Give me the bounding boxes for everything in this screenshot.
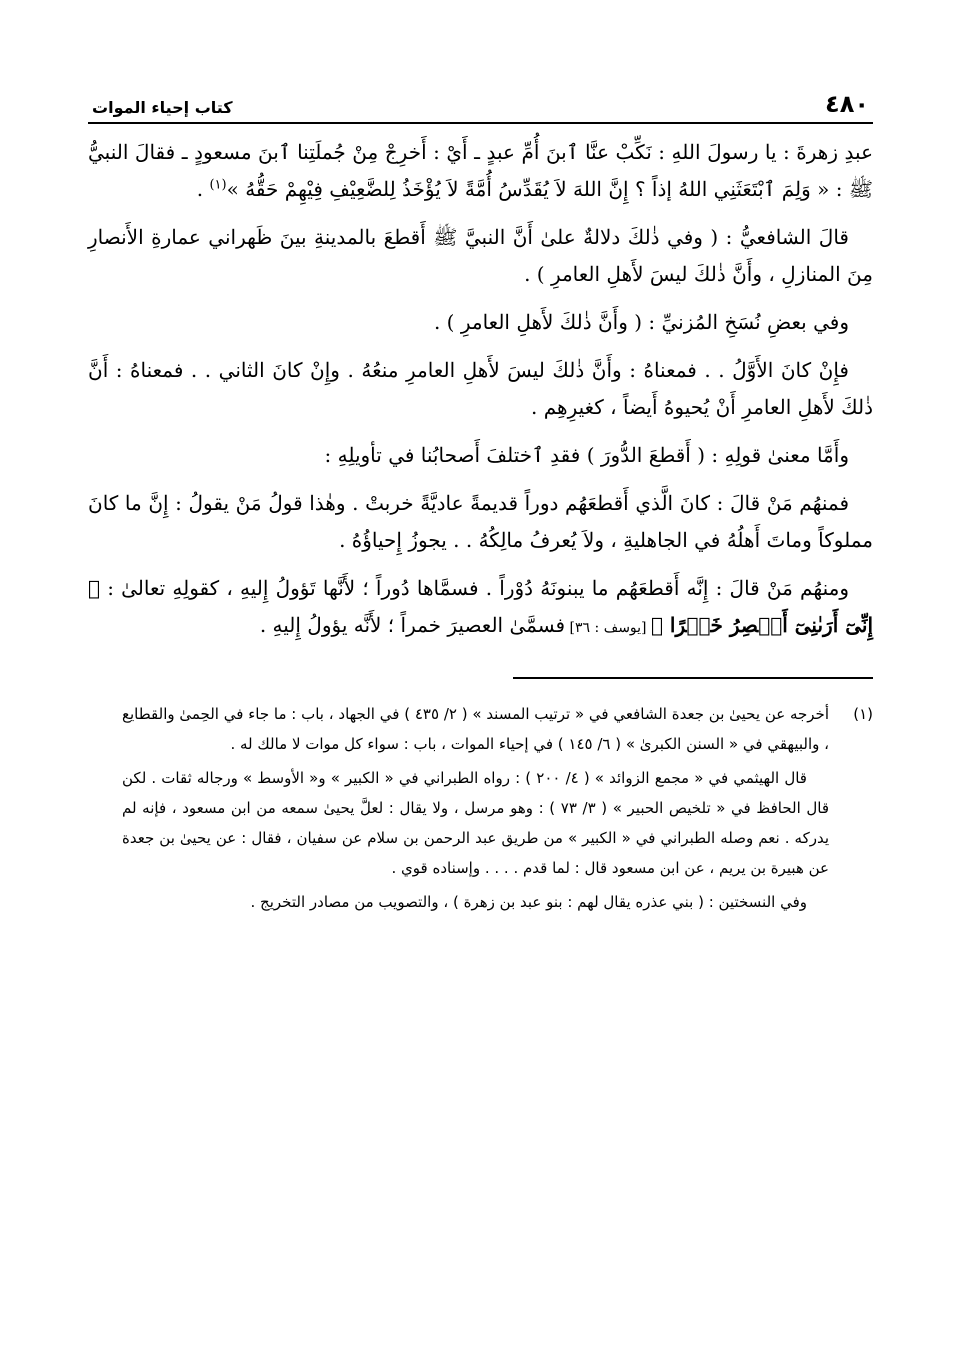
paragraph-7 bbox=[88, 570, 873, 647]
footnote-paragraph-1: أخرجه عن يحيىٰ بن جعدة الشافعي في « ترتيب المسند » ( ٢/ ٤٣٥ ) في الجهاد ، باب : ما جاء في الحِمىٰ والقطايع ، والبيهقي في « السنن الكبرىٰ » ( ٦/ ١٤٥ ) في إحياء الموات ، باب : سواء كل موات لا مالك له . bbox=[122, 705, 829, 753]
footnote-body bbox=[88, 699, 829, 921]
footnote-1 bbox=[88, 699, 873, 921]
footnote-reference: (١) bbox=[209, 177, 227, 193]
paragraph-7-text-a: ومنهُم مَنْ قالَ : إِنَّه أَقطعَهُم ما يبنونَهُ دُوْراً . فسمَّاها دُوراً ؛ لأَنَّها تَؤولُ إِليهِ ، كقولِهِ تعالىٰ : bbox=[100, 576, 849, 600]
quran-verse: ﴿ إِنِّىٓ أَرَىٰنِىٓ أَعۡصِرُ خَمۡرًا ﴾ bbox=[88, 576, 873, 637]
page-number: ٤٨٠ bbox=[825, 90, 869, 118]
paragraph-1-text: عبدِ زهرةَ : يا رسولَ اللهِ : نَكِّبْ عنَّا ٱبنَ أُمِّ عبدٍ ـ أَيْ : أَخرِجْ مِنْ جُملَتِنا ٱبنَ مسعودٍ ـ فقالَ النبيُّ ﷺ : « وَلِمَ ٱبْتَعَثَنِي اللهُ إذاً ؟ إِنَّ اللهَ لاَ يُقَدِّسُ أُمَّةً لاَ يُؤْخَذُ لِلضَّعِيْفِ فِيْهِمْ حَقُّهُ » bbox=[88, 140, 873, 201]
page-header bbox=[88, 80, 873, 124]
paragraph-3: وفي بعضِ نُسَخِ المُزنيِّ : ( وأَنَّ ذٰلكَ لأَهلِ العامرِ ) . bbox=[433, 310, 849, 334]
paragraph-7-text-b: فسمَّىٰ العصيرَ خمراً ؛ لأَنَّه يؤولُ إِليهِ . bbox=[259, 613, 566, 637]
paragraph-2: قالَ الشافعيُّ : ( وفي ذٰلكَ دلالةٌ علىٰ أَنَّ النبيَّ ﷺ أَقطعَ بالمدينةِ بينَ ظَهراني عمارةِ الأَنصارِ مِنَ المنازلِ ، وأَنَّ ذٰلكَ ليسَ لأَهلِ العامرِ ) . bbox=[88, 225, 873, 286]
footnote-paragraph-3: وفي النسختين : ( بني عذره يقال لهم : بنو عبد بن زهرة ) ، والتصويب من مصادر التخريج . bbox=[250, 893, 807, 911]
paragraph-1-end: . bbox=[196, 177, 210, 201]
footnote-divider bbox=[513, 677, 873, 679]
paragraph-5: وأَمَّا معنىٰ قولِهِ : ( أَقطعَ الدُّورَ ) فقدِ ٱختلفَ أَصحابُنا في تأويلِهِ : bbox=[324, 443, 849, 467]
paragraph-1 bbox=[88, 134, 873, 208]
quran-reference: [يوسف : ٣٦] bbox=[565, 620, 651, 636]
paragraph-4: فإِنْ كانَ الأَوَّلُ . . فمعناهُ : وأَنَّ ذٰلكَ ليسَ لأَهلِ العامرِ منعُهُ . وإِنْ كانَ الثاني . . فمعناهُ : أَنَّ ذٰلكَ لأَهلِ العامرِ أَنْ يُحيوهُ أَيضاً ، كغيرِهِم . bbox=[88, 358, 873, 419]
book-page bbox=[88, 80, 873, 921]
footnote-paragraph-2: قال الهيثمي في « مجمع الزوائد » ( ٤/ ٢٠٠ ) : رواه الطبراني في « الكبير » و« الأوسط » ورجاله ثقات . لكن قال الحافظ في « تلخيص الحبير » ( ٣/ ٧٣ ) : وهو مرسل ، ولا يقال : لعلَّ يحيىٰ سمعه من ابن مسعود ، فإنه لم يدركه . نعم وصله الطبراني في « الكبير » من طريق عبد الرحمن بن سلام عن سفيان ، فقال : عن يحيىٰ بن جعدة عن هبيرة بن يريم ، عن ابن مسعود قال : لما قدم . . . . وإسناده قوي . bbox=[122, 769, 830, 877]
footnote-number: (١) bbox=[853, 705, 873, 723]
running-title: كتاب إحياء الموات bbox=[92, 98, 233, 117]
footnotes-section bbox=[88, 699, 873, 921]
paragraph-6: فمنهُم مَنْ قالَ : كانَ الَّذي أَقطعَهُم دوراً قديمةً عاديَّةً خربتْ . وهٰذا قولُ مَنْ يقولُ : إِنَّ ما كانَ مملوكاً وماتَ أَهلُهُ في الجاهليةِ ، ولاَ يُعرفُ مالِكُهُ . . يجوزُ إِحياؤُهُ . bbox=[88, 491, 873, 552]
main-text bbox=[88, 134, 873, 647]
